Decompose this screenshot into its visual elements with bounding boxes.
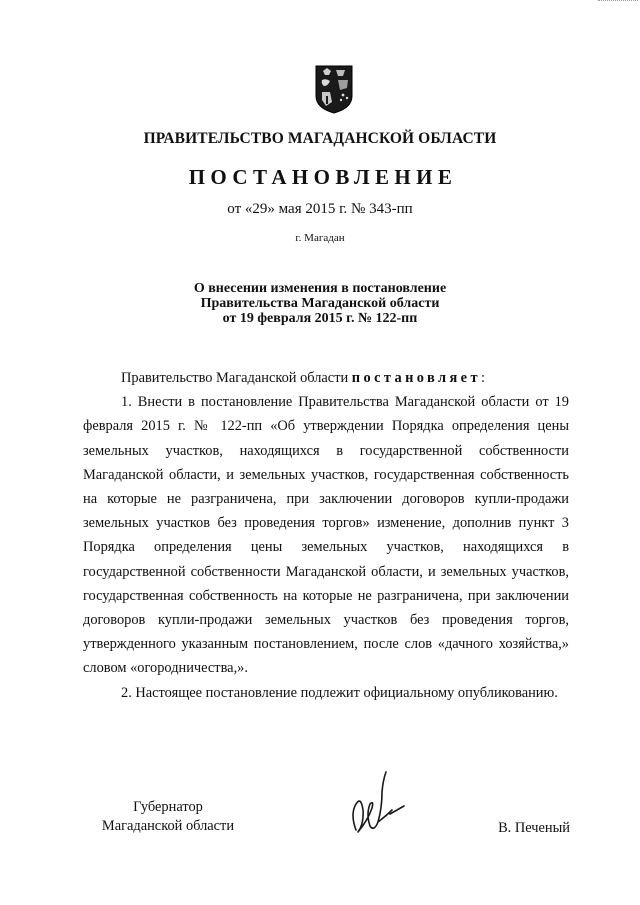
subject-line: Правительства Магаданской области (200, 296, 440, 311)
paragraph-item-2: 2. Настоящее постановление подлежит официальному опубликованию. (121, 684, 558, 701)
document-date-number: от «29» мая 2015 г. № 343-пп (227, 201, 413, 217)
document-body (83, 366, 569, 705)
document-subject (0, 281, 640, 326)
subject-line: О внесении изменения в постановление (193, 281, 447, 296)
preamble-text: Правительство Магаданской области (121, 370, 349, 386)
preamble-paragraph (83, 366, 569, 390)
coat-of-arms-icon (314, 62, 354, 114)
subject-line: от 19 февраля 2015 г. № 122-пп (222, 311, 418, 326)
handwritten-signature-icon (346, 770, 408, 838)
document-city: г. Магадан (295, 232, 345, 244)
government-title: ПРАВИТЕЛЬСТВО МАГАДАНСКОЙ ОБЛАСТИ (143, 130, 497, 147)
preamble-keyword: постановляет (351, 370, 481, 386)
position-line: Магаданской области (101, 818, 235, 834)
paragraph-item-1: 1. Внести в постановление Правительства Магаданской области от 19 февраля 2015 г. № 122-пп «Об утверждении Порядка определения цены земельных участков, находящихся в государственной собственности Магаданской области, и земельных участков, государственная собственность на которые не разграничена, при заключении договоров купли-продажи земельных участков без проведения торгов» изменение, дополнив пункт 3 Порядка определения цены земельных участков, находящихся в государственной собственности Магаданской области, и земельных участков, государственная собственность на которые не разграничена, при заключении договоров купли-продажи земельных участков без проведения торгов, утвержденного указанным постановлением, после слов «дачного хозяйства,» словом «огородничества,». (83, 394, 569, 677)
signer-name: В. Печеный (498, 820, 570, 836)
page-edge-mark (598, 0, 638, 4)
position-line: Губернатор (133, 799, 203, 815)
document-type: ПОСТАНОВЛЕНИЕ (188, 165, 458, 189)
preamble-colon: : (480, 370, 485, 386)
signatory-position (88, 798, 248, 836)
